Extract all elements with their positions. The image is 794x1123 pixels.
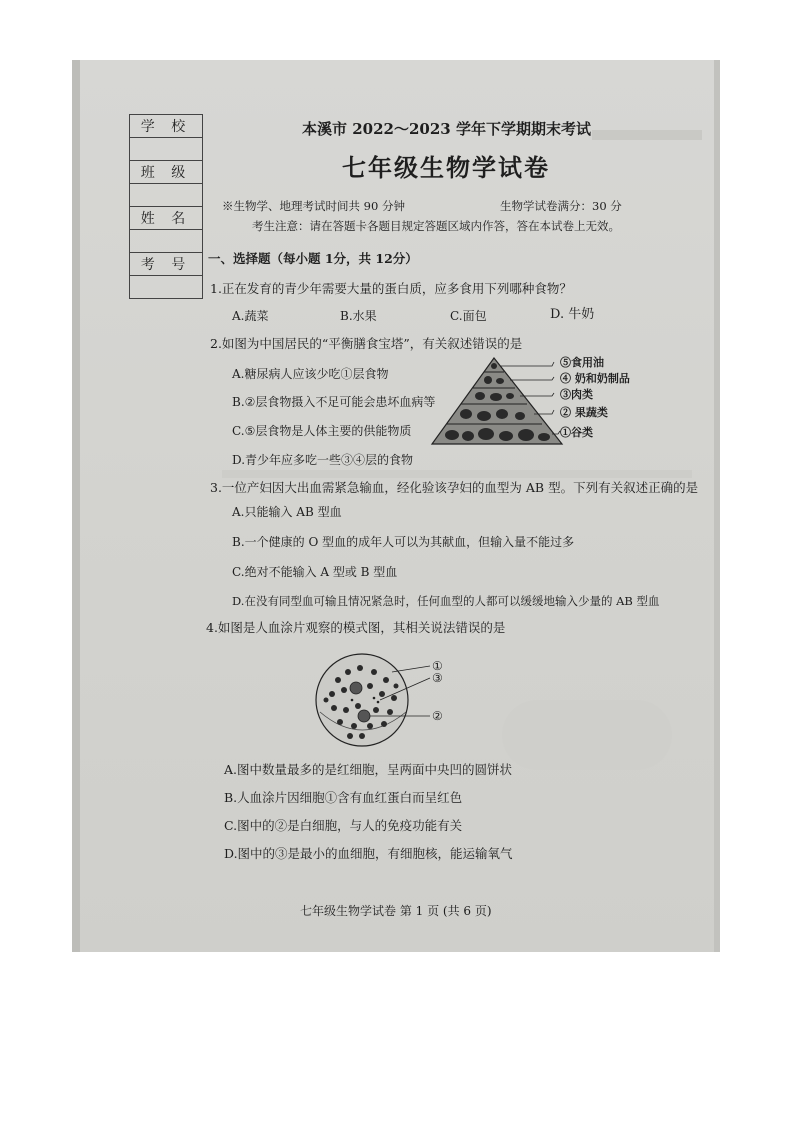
paper-shadow-left xyxy=(72,60,80,952)
q3-option-d[interactable]: D.在没有同型血可输且情况紧急时，任何血型的人都可以缓缓地输入少量的 AB 型血 xyxy=(232,594,660,608)
class-label: 班 级 xyxy=(130,161,203,184)
pyramid-label-oil: ⑤食用油 xyxy=(560,356,604,369)
paper-shadow-right xyxy=(714,60,720,952)
q4-option-a[interactable]: A.图中数量最多的是红细胞，呈两面中央凹的圆饼状 xyxy=(224,762,513,777)
bleed-through-smudge xyxy=(592,130,702,140)
question-4-stem: 4.如图是人血涂片观察的模式图，其相关说法错误的是 xyxy=(206,620,506,635)
cell-label-3: ③ xyxy=(432,671,443,685)
q4-option-d[interactable]: D.图中的③是最小的血细胞，有细胞核，能运输氧气 xyxy=(224,846,513,861)
pyramid-label-meat: ③肉类 xyxy=(560,388,593,401)
pyramid-label-dairy: ④ 奶和奶制品 xyxy=(560,372,630,385)
q4-option-b[interactable]: B.人血涂片因细胞①含有血红蛋白而呈红色 xyxy=(224,790,463,805)
exam-title: 本溪市 2022～2023 学年下学期期末考试 xyxy=(302,120,591,138)
scanned-paper xyxy=(72,60,720,952)
food-pyramid-figure xyxy=(402,352,702,452)
cell-label-1: ① xyxy=(432,659,443,673)
q2-option-a[interactable]: A.糖尿病人应该少吃①层食物 xyxy=(232,367,389,381)
exam-no-field[interactable] xyxy=(130,276,203,299)
student-info-box xyxy=(129,114,203,299)
score-note: 生物学试卷满分：30 分 xyxy=(500,199,622,213)
cell-label-2: ② xyxy=(432,709,443,723)
attention-note: 考生注意：请在答题卡各题目规定答题区域内作答，答在本试卷上无效。 xyxy=(252,219,620,233)
q1-option-c[interactable]: C.面包 xyxy=(450,309,487,323)
q2-option-b[interactable]: B.②层食物摄入不足可能会患坏血病等 xyxy=(232,395,436,409)
q1-option-b[interactable]: B.水果 xyxy=(340,309,377,323)
pyramid-label-grain: ①谷类 xyxy=(560,426,593,439)
question-3-stem: 3.一位产妇因大出血需紧急输血，经化验该孕妇的血型为 AB 型。下列有关叙述正确的是 xyxy=(210,480,699,495)
school-label: 学 校 xyxy=(130,115,203,138)
q1-option-a[interactable]: A.蔬菜 xyxy=(232,309,269,323)
q3-option-a[interactable]: A.只能输入 AB 型血 xyxy=(232,505,342,519)
bleed-through-smudge xyxy=(222,470,692,478)
question-2-stem: 2.如图为中国居民的“平衡膳食宝塔”，有关叙述错误的是 xyxy=(210,336,523,351)
bleed-through-smudge xyxy=(502,700,672,770)
q2-option-c[interactable]: C.⑤层食物是人体主要的供能物质 xyxy=(232,424,412,438)
name-field[interactable] xyxy=(130,230,203,253)
class-field[interactable] xyxy=(130,184,203,207)
q3-option-c[interactable]: C.绝对不能输入 A 型或 B 型血 xyxy=(232,565,398,579)
exam-no-label: 考 号 xyxy=(130,253,203,276)
section-heading: 一、选择题（每小题 1分，共 12分） xyxy=(208,251,418,266)
name-label: 姓 名 xyxy=(130,207,203,230)
q2-option-d[interactable]: D.青少年应多吃一些③④层的食物 xyxy=(232,453,414,467)
q3-option-b[interactable]: B.一个健康的 O 型血的成年人可以为其献血，但输入量不能过多 xyxy=(232,535,575,549)
paper-title: 七年级生物学试卷 xyxy=(342,153,550,182)
question-1-stem: 1.正在发育的青少年需要大量的蛋白质，应多食用下列哪种食物？ xyxy=(210,281,572,296)
q1-option-d[interactable]: D. 牛奶 xyxy=(550,307,595,322)
school-field[interactable] xyxy=(130,138,203,161)
pyramid-label-fruit-veg: ② 果蔬类 xyxy=(560,406,608,419)
q4-option-c[interactable]: C.图中的②是白细胞，与人的免疫功能有关 xyxy=(224,818,463,833)
page-footer: 七年级生物学试卷 第 1 页 (共 6 页) xyxy=(300,904,492,918)
blood-smear-figure xyxy=(312,650,452,750)
time-note: ※生物学、地理考试时间共 90 分钟 xyxy=(222,199,405,213)
